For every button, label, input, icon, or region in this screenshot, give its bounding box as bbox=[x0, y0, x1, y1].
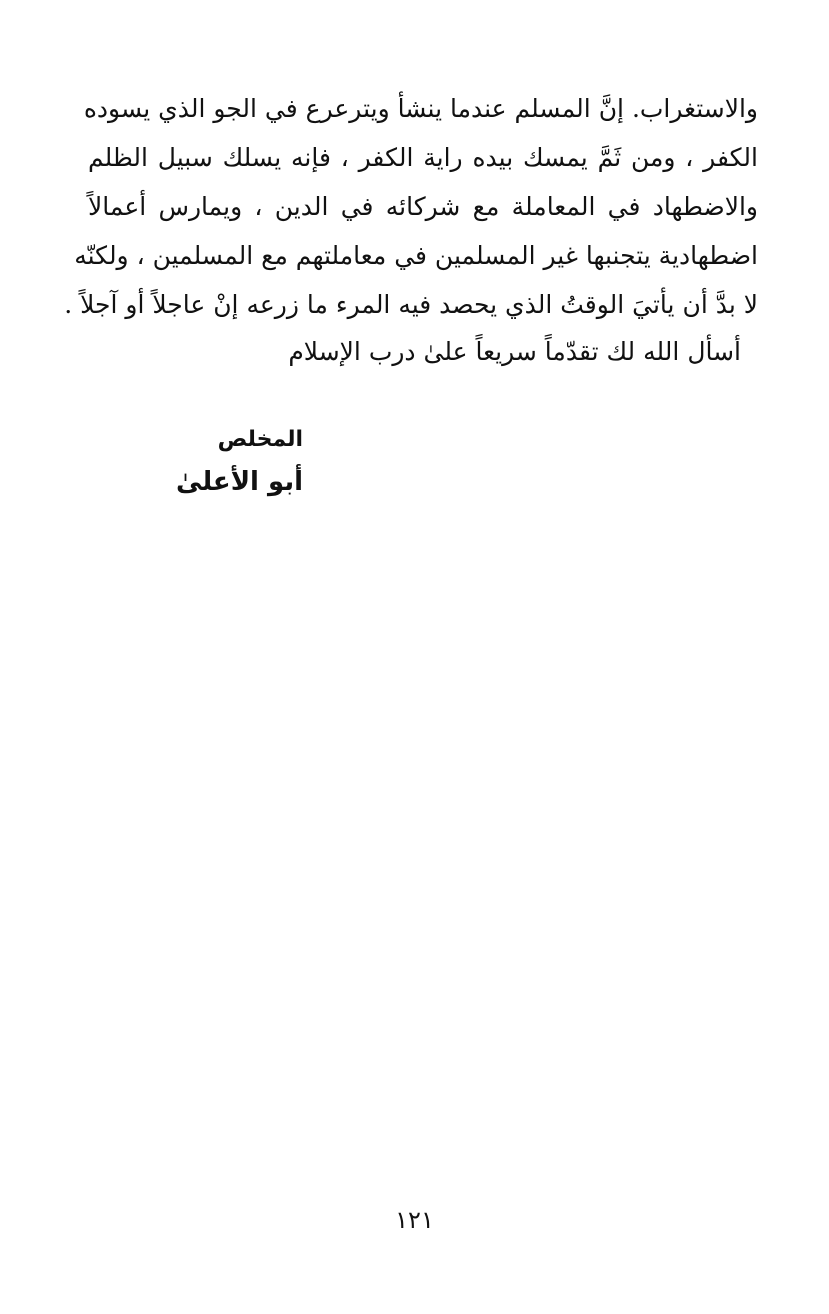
closing-sentence: أسأل الله لك تقدّماً سريعاً علىٰ درب الإسلام bbox=[288, 337, 741, 366]
body-line-4: اضطهادية يتجنبها غير المسلمين في معاملتهم مع المسلمين ، ولكنّه bbox=[74, 241, 758, 270]
body-line-1: والاستغراب. إنَّ المسلم عندما ينشأ ويترعرع في الجو الذي يسوده bbox=[83, 94, 758, 123]
page-number: ١٢١ bbox=[395, 1206, 434, 1234]
body-paragraph bbox=[64, 84, 758, 329]
signature-block bbox=[176, 420, 303, 504]
signature-name: أبو الأعلىٰ bbox=[176, 467, 303, 497]
body-line-2: الكفر ، ومن ثَمَّ يمسك بيده راية الكفر ، فإنه يسلك سبيل الظلم bbox=[88, 143, 758, 172]
body-line-3: والاضطهاد في المعاملة مع شركائه في الدين ، ويمارس أعمالاً bbox=[88, 192, 758, 221]
body-line-5: لا بدَّ أن يأتيَ الوقتُ الذي يحصد فيه المرء ما زرعه إنْ عاجلاً أو آجلاً . bbox=[64, 290, 758, 319]
signature-label: المخلص bbox=[217, 427, 303, 452]
